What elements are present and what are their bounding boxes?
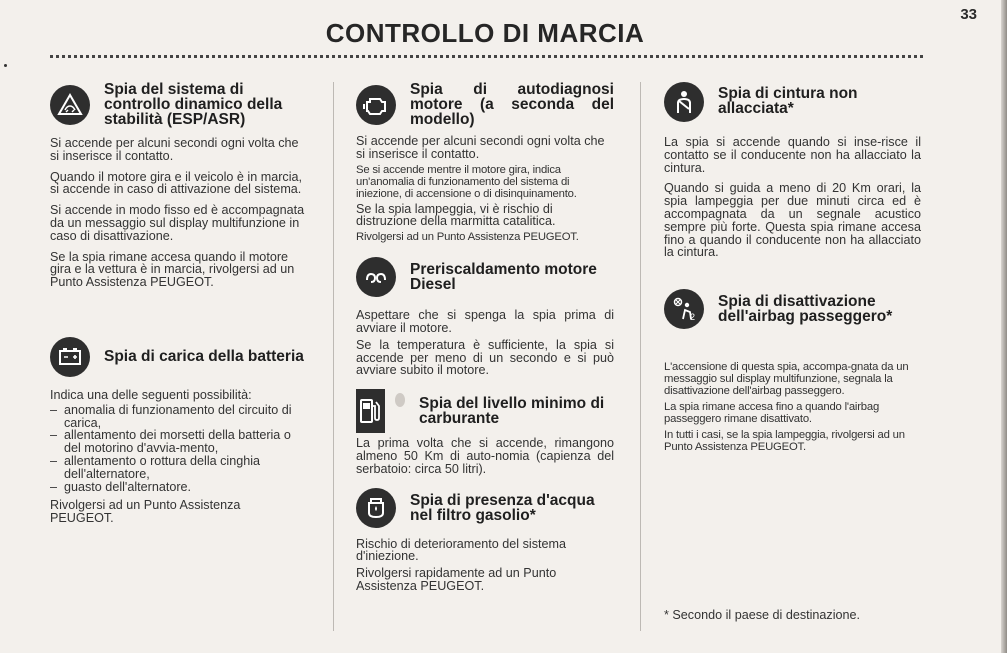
water-paragraph: Rischio di deterioramento del sistema d'iniezione. — [356, 536, 566, 564]
water-paragraph: Rivolgersi rapidamente ad un Punto Assistenza PEUGEOT. — [356, 566, 557, 593]
airbag-off-icon — [664, 289, 704, 329]
title-dotted-rule — [50, 55, 923, 58]
diag-paragraph: Se la spia lampeggia, vi è rischio di distruzione della marmitta catalitica. — [356, 201, 556, 229]
column-3 — [664, 78, 921, 457]
battery-intro: Indica una delle seguenti possibilità: — [50, 387, 252, 402]
diag-paragraph: Rivolgersi ad un Punto Assistenza PEUGEOT. — [356, 231, 579, 244]
diag-paragraph: Si accende per alcuni secondi ogni volta che si inserisce il contatto. — [356, 134, 605, 161]
section-airbag — [664, 289, 921, 453]
esp-paragraph: Si accende in modo fisso ed è accompagnata da un messaggio sul display multifunzione in caso di disattivazione. — [50, 203, 305, 243]
preheat-title: Preriscaldamento motore Diesel — [410, 261, 597, 294]
svg-text:2: 2 — [690, 312, 696, 323]
airbag-paragraph: La spia rimane accesa fino a quando l'airbag passeggero rimane disattivato. — [664, 401, 880, 426]
preheat-paragraph: Se la temperatura è sufficiente, la spia si accende per meno di un secondo e si può avviare subito il motore. — [356, 337, 614, 378]
seatbelt-title: Spia di cintura non allacciata* — [718, 85, 858, 117]
section-water-filter — [356, 488, 614, 593]
seatbelt-paragraph: La spia si accende quando si inse-risce il contatto se il conducente non ha allacciato la cintura. — [664, 135, 921, 175]
esp-paragraph: Si accende per alcuni secondi ogni volta che si inserisce il contatto. — [50, 136, 299, 163]
column-divider — [333, 82, 334, 631]
seatbelt-icon — [664, 82, 704, 122]
airbag-paragraph: L'accensione di questa spia, accompa-gnata da un messaggio sul display multifunzione, segnala la disattivazione dell'airbag passeggero. — [664, 361, 909, 398]
diag-paragraph: Se si accende mentre il motore gira, indica un'anomalia di funzionamento del sistema di iniezione, di accensione o di disinquinamento. — [356, 163, 577, 200]
preheat-paragraph: Aspettare che si spenga la spia prima di avviare il motore. — [356, 308, 614, 335]
list-item: – guasto dell'alternatore. — [50, 481, 306, 494]
section-fuel — [356, 389, 614, 475]
battery-causes-list — [50, 404, 306, 494]
footnote: * Secondo il paese di destinazione. — [664, 608, 861, 622]
fuel-paragraph: La prima volta che si accende, rimangono almeno 50 Km di auto-nomia (capienza del serbatoio: circa 50 litri). — [356, 436, 614, 476]
battery-title: Spia di carica della batteria — [104, 348, 304, 366]
page-number: 33 — [960, 6, 977, 23]
esp-paragraph: Se la spia rimane accesa quando il motore gira e la vettura è in marcia, rivolgersi ad un Punto Assistenza PEUGEOT. — [50, 249, 295, 290]
glow-plug-icon — [356, 257, 396, 297]
column-1 — [50, 78, 306, 533]
warning-triangle-icon — [50, 85, 90, 125]
diag-title: Spia di autodiagnosi motore (a seconda del modello) — [410, 81, 614, 128]
fuel-title: Spia del livello minimo di carburante — [419, 395, 605, 428]
list-item: – anomalia di funzionamento del circuito di carica, — [50, 404, 306, 430]
section-engine-diagnosis — [356, 82, 614, 243]
esp-paragraph: Quando il motore gira e il veicolo è in marcia, si accende in caso di attivazione del sistema. — [50, 169, 302, 197]
page-edge-shadow — [1001, 0, 1007, 653]
fuel-pump-icon — [356, 389, 385, 433]
section-battery — [50, 337, 306, 525]
list-item: – allentamento dei morsetti della batteria o del motorino d'avvia-mento, — [50, 429, 306, 455]
engine-icon — [356, 85, 396, 125]
column-divider — [640, 82, 641, 631]
margin-mark — [4, 64, 7, 67]
water-title: Spia di presenza d'acqua nel filtro gasolio* — [410, 491, 595, 524]
section-esp — [50, 82, 306, 289]
esp-title: Spia del sistema di controllo dinamico della stabilità (ESP/ASR) — [104, 81, 283, 128]
battery-icon — [50, 337, 90, 377]
seatbelt-paragraph: Quando si guida a meno di 20 Km orari, la spia lampeggia per due minuti circa ed è accompagnata da un segnale acustico sempre più forte. Questa spia rimane accesa fino a quando il conducente non ha allacciato la cintura. — [664, 181, 921, 260]
airbag-paragraph: In tutti i casi, se la spia lampeggia, rivolgersi ad un Punto Assistenza PEUGEOT. — [664, 429, 905, 454]
section-seatbelt — [664, 82, 921, 259]
column-2 — [356, 78, 614, 597]
list-item: – allentamento o rottura della cinghia dell'alternatore, — [50, 455, 306, 481]
water-filter-icon — [356, 488, 396, 528]
airbag-title: Spia di disattivazione dell'airbag passeggero* — [718, 293, 893, 326]
section-preheat — [356, 257, 614, 377]
page-title: CONTROLLO DI MARCIA — [325, 18, 645, 48]
indicator-light-icon — [395, 393, 405, 407]
battery-outro: Rivolgersi ad un Punto Assistenza PEUGEOT. — [50, 498, 241, 526]
